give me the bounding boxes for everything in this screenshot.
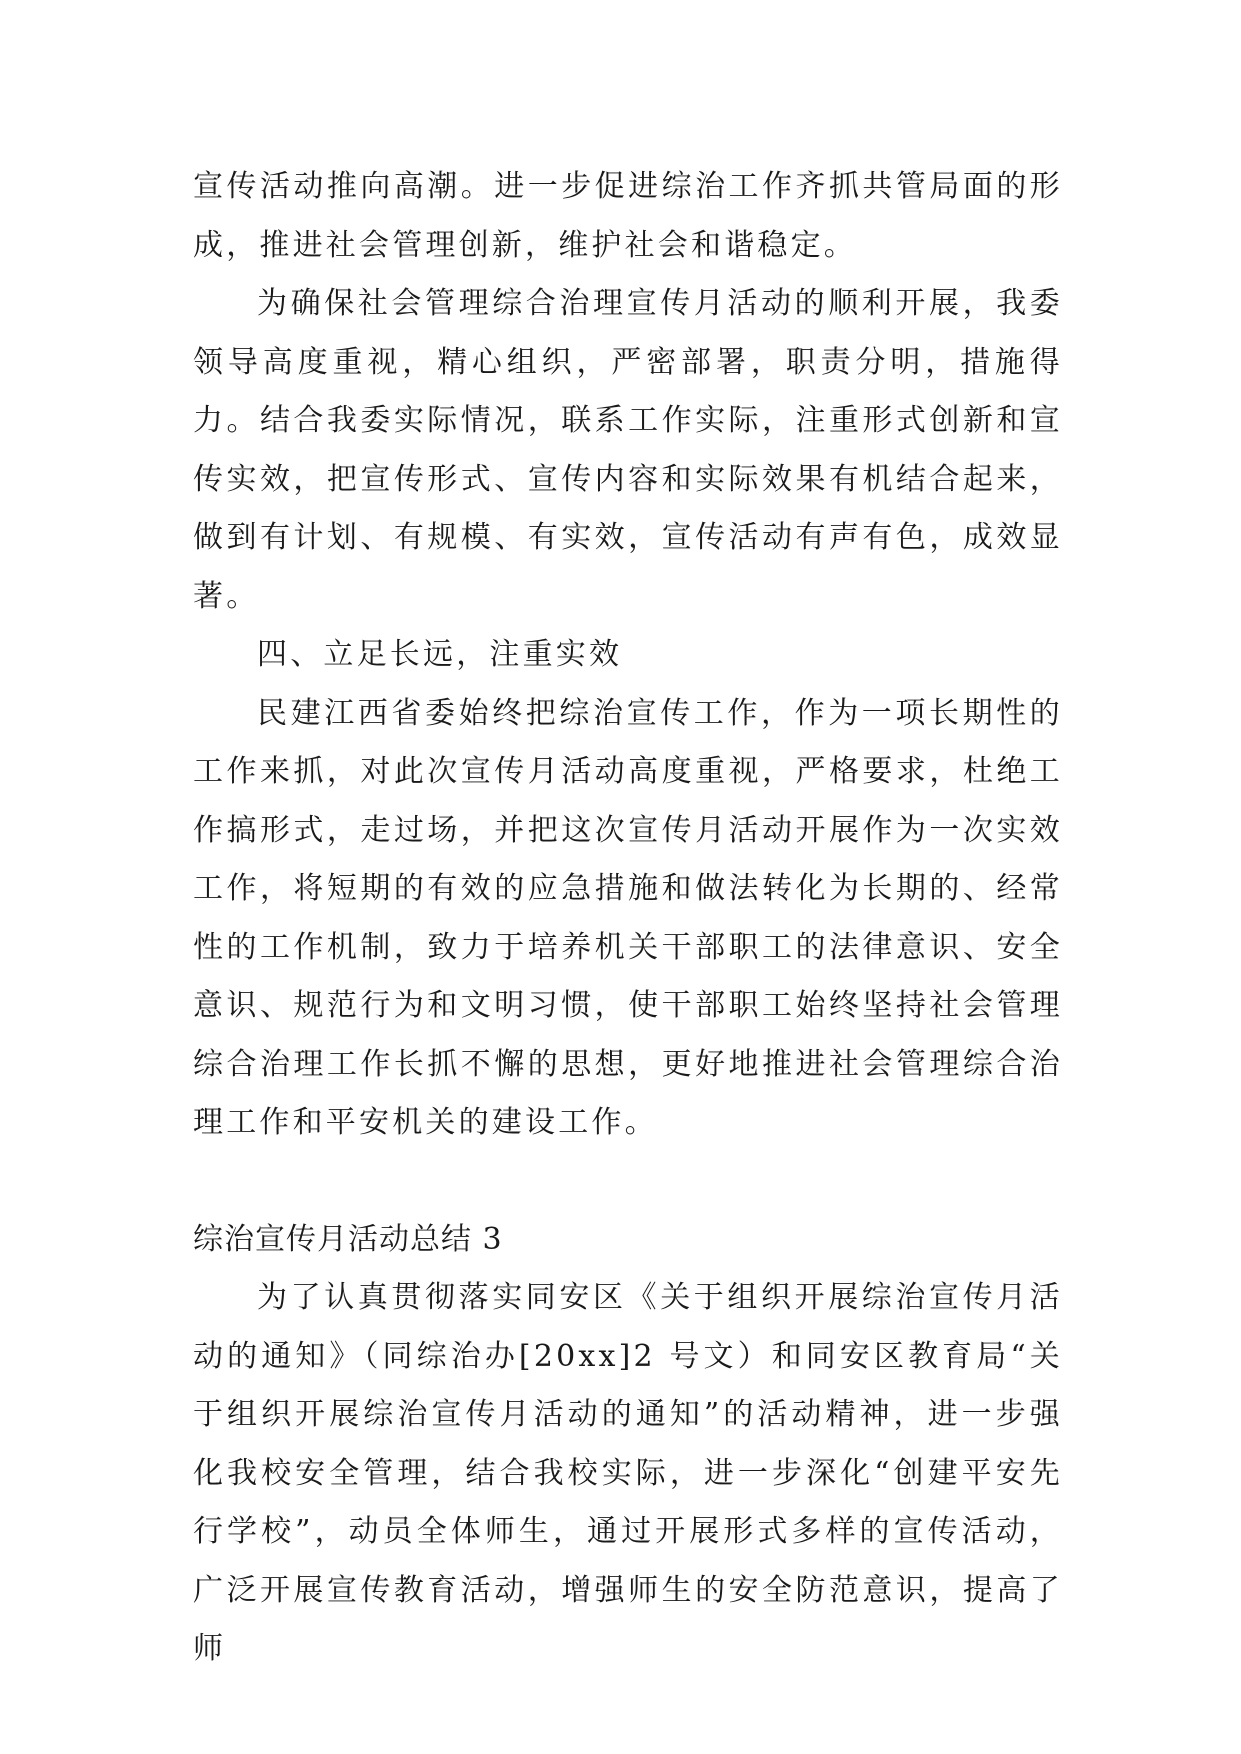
paragraph-section-3-intro: 为了认真贯彻落实同安区《关于组织开展综治宣传月活动的通知》（同综治办[20xx]2 号文）和同安区教育局“关于组织开展综治宣传月活动的通知”的活动精神，进一步强化我校安全管理，结合我校实际，进一步深化“创建平安先行学校”，动员全体师生，通过开展形式多样的宣传活动，广泛开展宣传教育活动，增强师生的安全防范意识，提高了师 [193, 1280, 1063, 1666]
paragraph-long-term: 民建江西省委始终把综治宣传工作，作为一项长期性的工作来抓，对此次宣传月活动高度重视，严格要求，杜绝工作搞形式，走过场，并把这次宣传月活动开展作为一次实效工作，将短期的有效的应急措施和做法转化为长期的、经常性的工作机制，致力于培养机关干部职工的法律意识、安全意识、规范行为和文明习惯，使干部职工始终坚持社会管理综合治理工作长抓不懈的思想，更好地推进社会管理综合治理工作和平安机关的建设工作。 [193, 695, 1063, 1140]
subheading-four: 四、立足长远，注重实效 [257, 637, 623, 672]
section-title: 综治宣传月活动总结 3 [193, 1221, 503, 1257]
document-body [193, 158, 1063, 1679]
paragraph-continuation: 宣传活动推向高潮。进一步促进综治工作齐抓共管局面的形成，推进社会管理创新，维护社会和谐稳定。 [193, 169, 1063, 263]
section-spacer [193, 1153, 1063, 1211]
paragraph-organization: 为确保社会管理综合治理宣传月活动的顺利开展，我委领导高度重视，精心组织，严密部署，职责分明，措施得力。结合我委实际情况，联系工作实际，注重形式创新和宣传实效，把宣传形式、宣传内容和实际效果有机结合起来，做到有计划、有规模、有实效，宣传活动有声有色，成效显著。 [193, 286, 1063, 614]
